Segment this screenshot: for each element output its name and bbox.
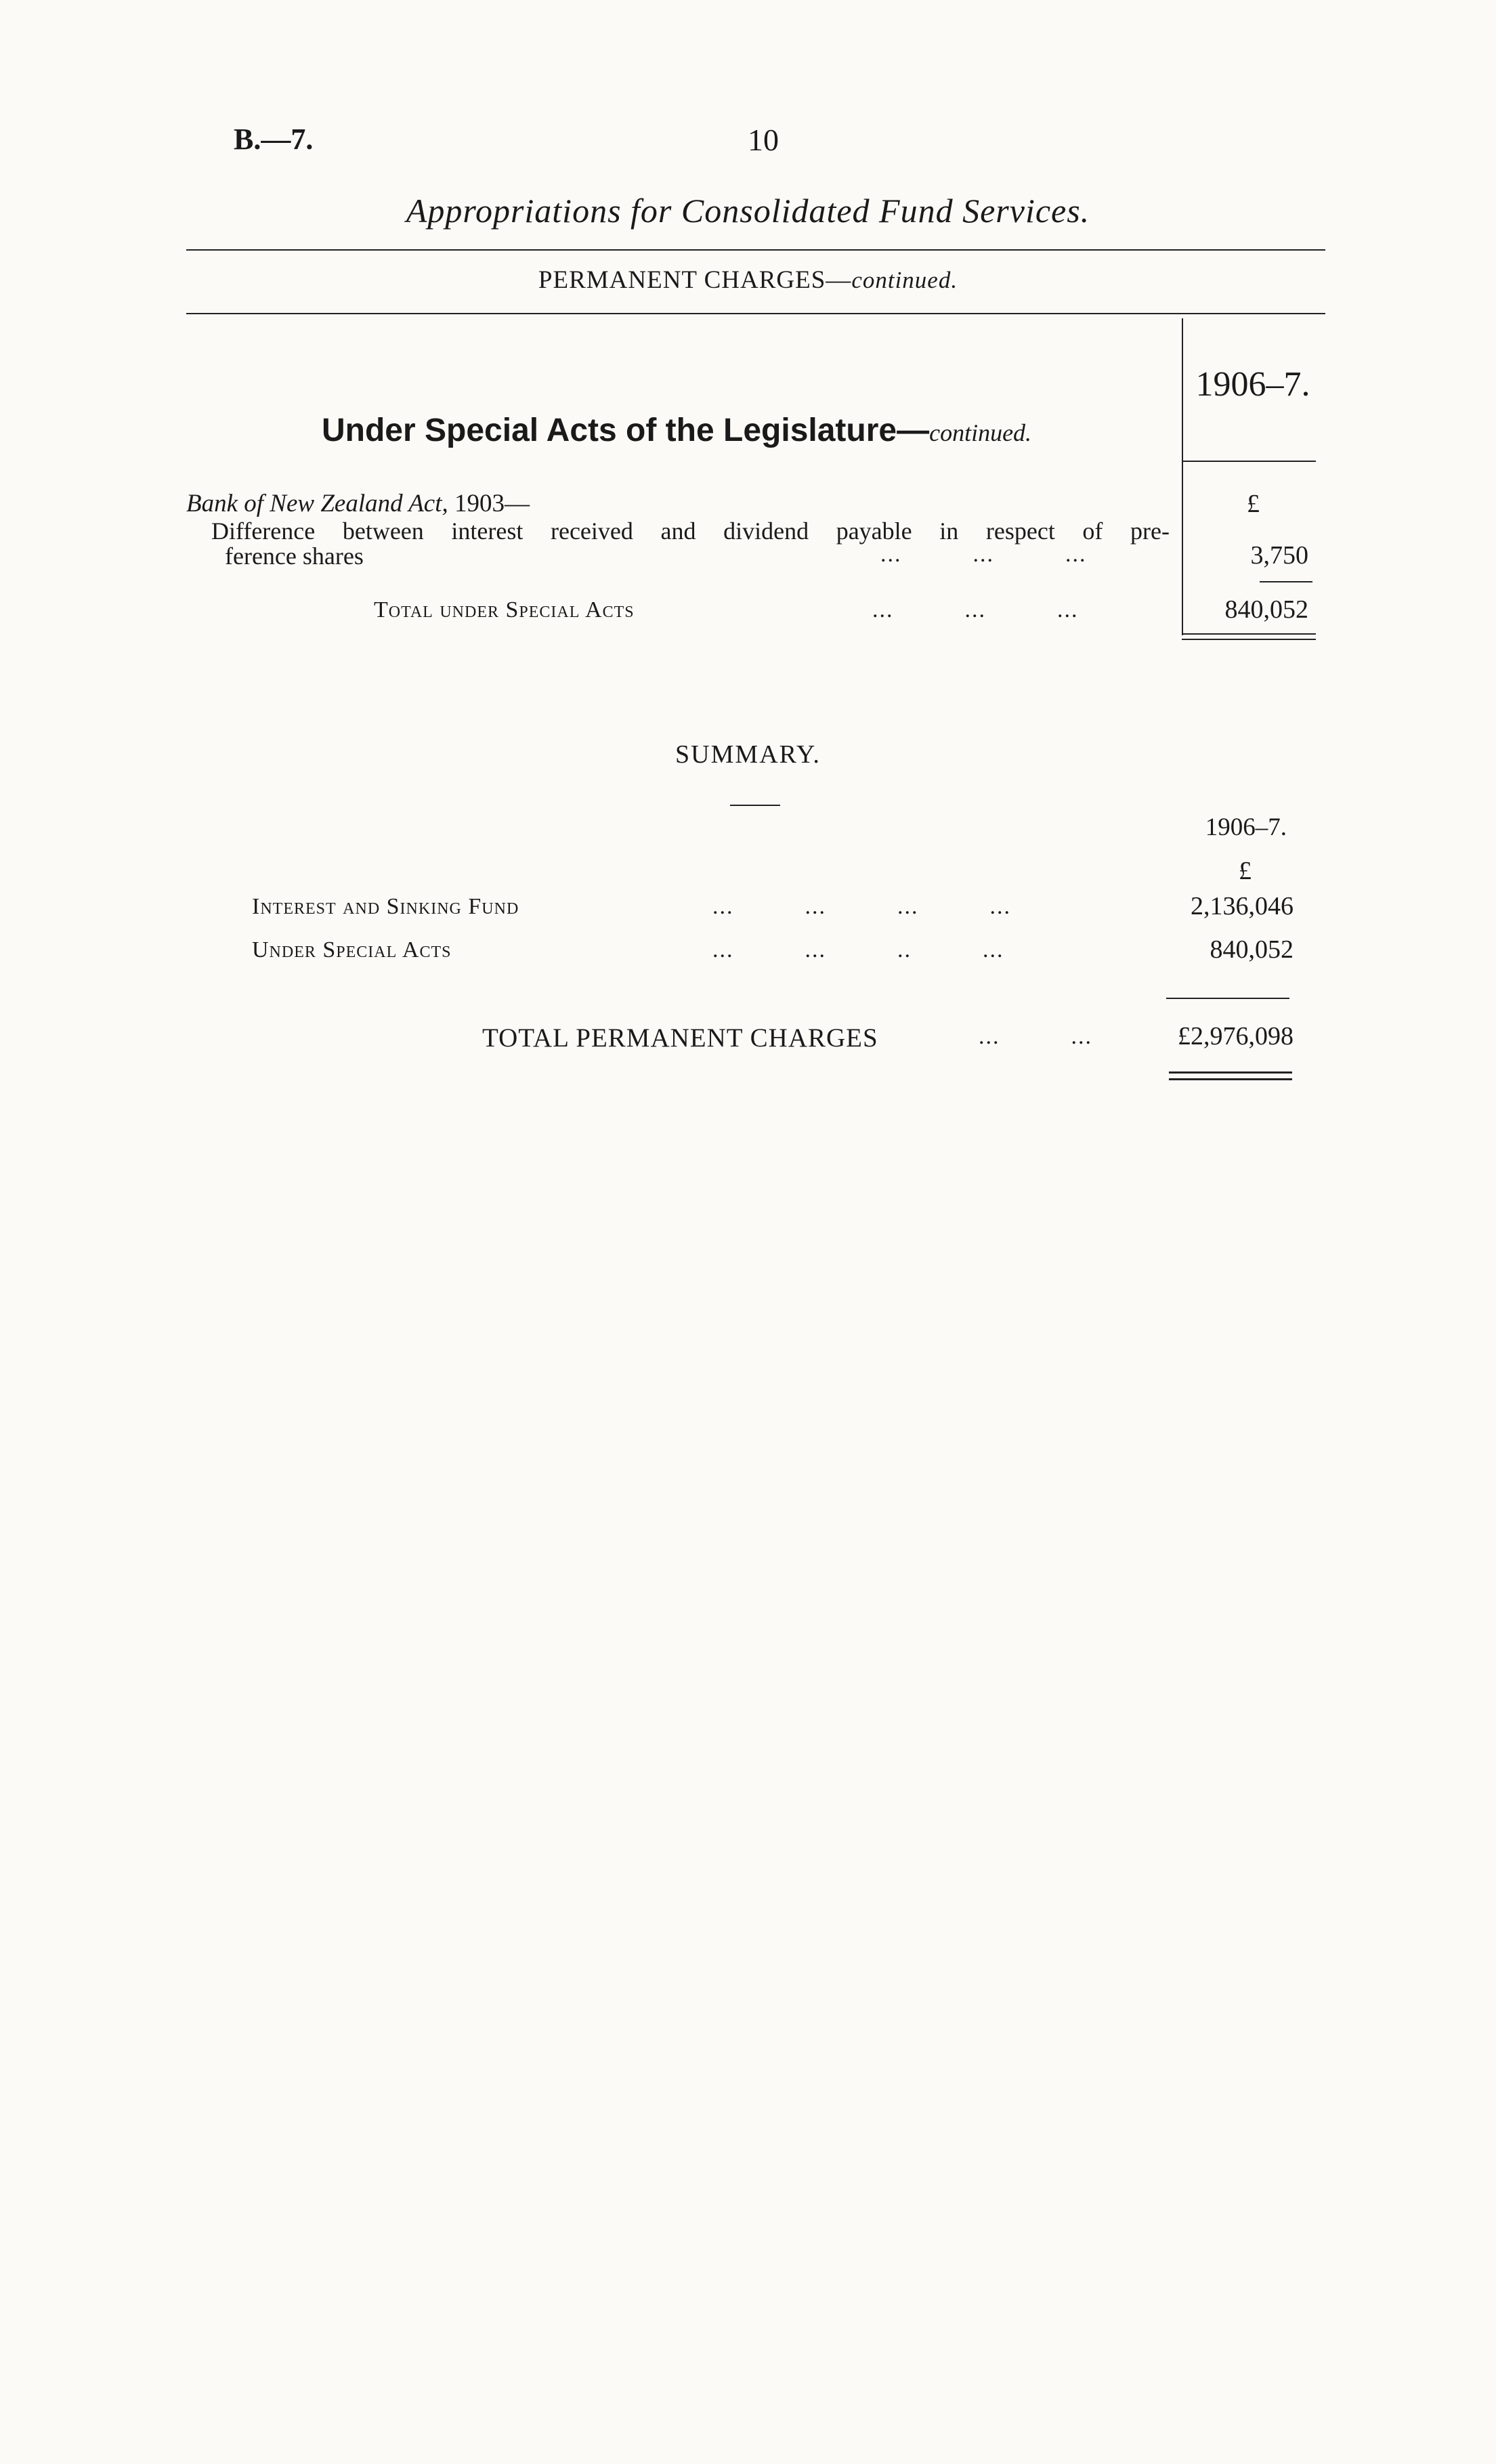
- page-number: 10: [748, 123, 779, 157]
- description-value: 3,750: [1250, 541, 1308, 570]
- table-year-header: 1906–7.: [1195, 365, 1310, 404]
- total-special-acts-label: Total under Special Acts: [374, 597, 635, 622]
- column-rule: [1182, 318, 1183, 635]
- summary-row-dots: ... ... .. ...: [712, 937, 1004, 962]
- act-name: [186, 489, 530, 518]
- section-title-suffix: continued.: [929, 419, 1032, 446]
- divider-subheading: [186, 313, 1325, 314]
- description-line-1: Difference between interest received and dividend payable in respect of pre-: [211, 517, 1170, 545]
- act-name-text: Bank of New Zealand Act,: [186, 490, 448, 517]
- section-subheading: [0, 265, 1496, 295]
- total-special-acts-value: 840,052: [1224, 595, 1308, 624]
- grand-total-double-rule-2: [1169, 1078, 1292, 1080]
- total-double-rule-2: [1182, 639, 1316, 640]
- summary-year-header: 1906–7.: [1205, 813, 1287, 841]
- section-title-text: Under Special Acts of the Legislature—: [322, 412, 930, 448]
- summary-row-value: 840,052: [1210, 935, 1294, 964]
- summary-currency-symbol: £: [1239, 857, 1252, 885]
- total-leader-dots: ... ... ...: [872, 597, 1079, 622]
- summary-subtotal-rule: [1166, 998, 1289, 999]
- description-leader-dots: ... ... ...: [880, 542, 1087, 567]
- summary-title: SUMMARY.: [675, 740, 821, 769]
- summary-row-label: Interest and Sinking Fund: [252, 894, 519, 919]
- description-line-2: ference shares: [225, 543, 364, 570]
- subheading-main: PERMANENT CHARGES—: [538, 266, 852, 294]
- total-double-rule-1: [1182, 633, 1316, 635]
- grand-total-double-rule-1: [1169, 1071, 1292, 1074]
- summary-row-dots: ... ... ... ...: [712, 894, 1011, 919]
- subheading-suffix: continued.: [851, 267, 958, 293]
- summary-row-value: 2,136,046: [1191, 892, 1294, 920]
- currency-symbol: £: [1247, 490, 1260, 518]
- page-title: Appropriations for Consolidated Fund Services.: [406, 192, 1090, 230]
- year-header-rule: [1183, 461, 1316, 462]
- summary-title-dash: [730, 805, 780, 806]
- total-permanent-charges-dots: ... ...: [979, 1024, 1092, 1049]
- act-year: 1903—: [454, 490, 530, 517]
- document-reference: B.—7.: [234, 123, 314, 156]
- subtotal-rule: [1260, 581, 1312, 582]
- total-permanent-charges-value: £2,976,098: [1178, 1022, 1294, 1050]
- divider-top: [186, 249, 1325, 251]
- total-permanent-charges-label: TOTAL PERMANENT CHARGES: [482, 1023, 878, 1053]
- summary-row-label: Under Special Acts: [252, 937, 452, 962]
- section-title: [322, 412, 1031, 449]
